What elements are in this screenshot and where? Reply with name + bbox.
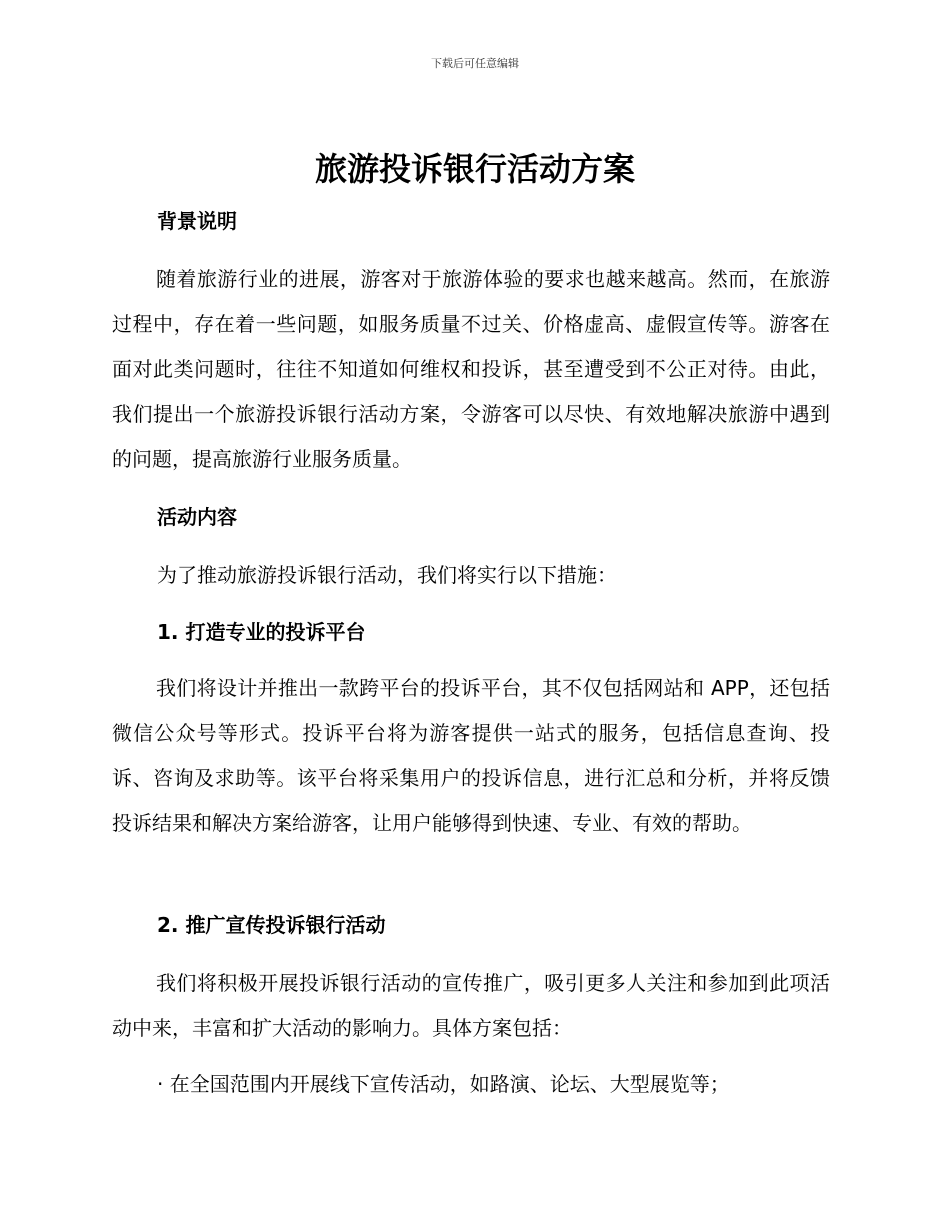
list-item: · 在全国范围内开展线下宣传活动，如路演、论坛、大型展览等；: [157, 1072, 730, 1096]
item1-paragraph: 我们将设计并推出一款跨平台的投诉平台，其不仅包括网站和 APP，还包括微信公众号等形式。投诉平台将为游客提供一站式的服务，包括信息查询、投诉、咨询及求助等。该平台将采集用户的投诉信息，进行汇总和分析，并将反馈投诉结果和解决方案给游客，让用户能够得到快速、专业、有效的帮助。: [112, 676, 830, 835]
document-title: 旅游投诉银行活动方案: [314, 150, 635, 188]
activity-intro: 为了推动旅游投诉银行活动，我们将实行以下措施：: [157, 563, 617, 587]
section-heading-item2: 2. 推广宣传投诉银行活动: [157, 913, 386, 937]
item2-paragraph: 我们将积极开展投诉银行活动的宣传推广，吸引更多人关注和参加到此项活动中来，丰富和扩大活动的影响力。具体方案包括：: [112, 971, 830, 1040]
background-paragraph: 随着旅游行业的进展，游客对于旅游体验的要求也越来越高。然而，在旅游过程中，存在着一些问题，如服务质量不过关、价格虚高、虚假宣传等。游客在面对此类问题时，往往不知道如何维权和投诉，甚至遭受到不公正对待。由此，我们提出一个旅游投诉银行活动方案，令游客可以尽快、有效地解决旅游中遇到的问题，提高旅游行业服务质量。: [112, 267, 830, 471]
section-heading-activity: 活动内容: [157, 505, 237, 529]
section-heading-background: 背景说明: [157, 209, 237, 233]
page-header-note: 下载后可任意编辑: [431, 57, 519, 70]
section-heading-item1: 1. 打造专业的投诉平台: [157, 620, 366, 644]
